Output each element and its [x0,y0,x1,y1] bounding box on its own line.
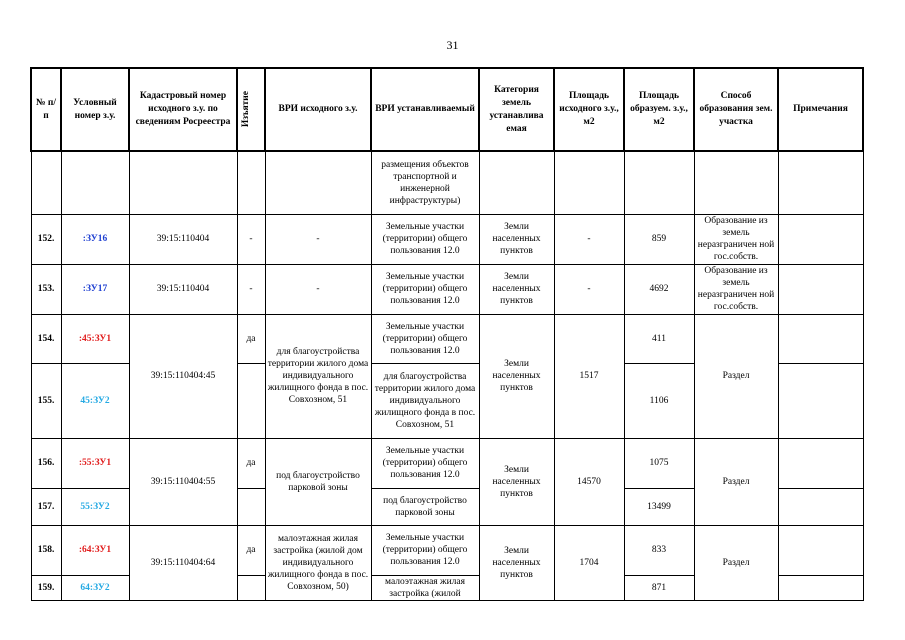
header-row [31,68,863,151]
vri-set: Земельные участки (территории) общего пользования 12.0 [371,438,479,488]
row-num: 152. [31,214,61,264]
table-row-continuation [31,151,863,214]
area-source: 1517 [554,314,624,438]
category: Земли населенных пунктов [479,438,554,525]
category: Земли населенных пунктов [479,264,554,314]
row-num: 158. [31,525,61,575]
formation-method: Раздел [694,525,778,600]
area-source: - [554,214,624,264]
seizure-value: - [237,264,265,314]
cadastral-number: 39:15:110404:64 [129,525,237,600]
header-conditional-number: Условный номер з.у. [61,68,129,151]
vri-set: Земельные участки (территории) общего пользования 12.0 [371,525,479,575]
vri-set: для благоустройства территории жилого дома индивидуального жилищного фонда в пос. Совхозном, 51 [371,363,479,438]
area-formed: 13499 [624,488,694,525]
area-source: 14570 [554,438,624,525]
formation-method: Образование из земель неразграничен ной гос.собств. [694,214,778,264]
header-area-source: Площадь исходного з.у., м2 [554,68,624,151]
header-notes: Примечания [778,68,863,151]
area-formed: 411 [624,314,694,363]
plot-code: :ЗУ17 [61,264,129,314]
page-number: 31 [446,38,459,52]
row-num: 155. [31,363,61,438]
header-cadastral: Кадастровый номер исходного з.у. по сведениям Росреестра [129,68,237,151]
area-formed: 4692 [624,264,694,314]
vri-set: малоэтажная жилая застройка (жилой [371,575,479,600]
continuation-vri-set: размещения объектов транспортной и инженерной инфраструктуры) [371,151,479,214]
area-formed: 859 [624,214,694,264]
formation-method: Раздел [694,438,778,525]
cadastral-number: 39:15:110404:55 [129,438,237,525]
category: Земли населенных пунктов [479,214,554,264]
table-row [31,525,863,575]
vri-set: Земельные участки (территории) общего пользования 12.0 [371,214,479,264]
seizure-value: да [237,438,265,488]
table-row [31,438,863,488]
vri-source: малоэтажная жилая застройка (жилой дом индивидуального жилищного фонда в пос. Совхозном, 50) [265,525,371,600]
cadastral-number: 39:15:110404:45 [129,314,237,438]
plot-code: :ЗУ16 [61,214,129,264]
vri-source: для благоустройства территории жилого дома индивидуального жилищного фонда в пос. Совхозном, 51 [265,314,371,438]
table-row [31,214,863,264]
vri-set: под благоустройство парковой зоны [371,488,479,525]
row-num: 153. [31,264,61,314]
plot-code: 64:ЗУ2 [61,575,129,600]
plot-code: 55:ЗУ2 [61,488,129,525]
area-formed: 833 [624,525,694,575]
row-num: 157. [31,488,61,525]
seizure-value: - [237,214,265,264]
row-num: 159. [31,575,61,600]
vri-source: под благоустройство парковой зоны [265,438,371,525]
plot-code: 45:ЗУ2 [61,363,129,438]
formation-method: Образование из земель неразграничен ной гос.собств. [694,264,778,314]
header-vri-set: ВРИ устанавливаемый [371,68,479,151]
header-vri-source: ВРИ исходного з.у. [265,68,371,151]
header-seizure-label: Изъятие [241,91,251,128]
area-formed: 1106 [624,363,694,438]
category: Земли населенных пунктов [479,525,554,600]
category: Земли населенных пунктов [479,314,554,438]
plot-code: :45:ЗУ1 [61,314,129,363]
area-formed: 1075 [624,438,694,488]
row-num: 154. [31,314,61,363]
table-row [31,314,863,363]
cadastral-number: 39:15:110404 [129,264,237,314]
seizure-value: да [237,525,265,575]
area-formed: 871 [624,575,694,600]
area-source: - [554,264,624,314]
seizure-value: да [237,314,265,363]
formation-method: Раздел [694,314,778,438]
table-row [31,264,863,314]
plot-code: :64:ЗУ1 [61,525,129,575]
vri-source: - [265,264,371,314]
land-plots-table [30,67,864,601]
header-method: Способ образования зем. участка [694,68,778,151]
plot-code: :55:ЗУ1 [61,438,129,488]
vri-set: Земельные участки (территории) общего пользования 12.0 [371,314,479,363]
header-num: № п/п [31,68,61,151]
header-seizure [237,68,265,151]
cadastral-number: 39:15:110404 [129,214,237,264]
vri-set: Земельные участки (территории) общего пользования 12.0 [371,264,479,314]
area-source: 1704 [554,525,624,600]
vri-source: - [265,214,371,264]
row-num: 156. [31,438,61,488]
header-category: Категория земель устанавлива емая [479,68,554,151]
header-area-formed: Площадь образуем. з.у., м2 [624,68,694,151]
